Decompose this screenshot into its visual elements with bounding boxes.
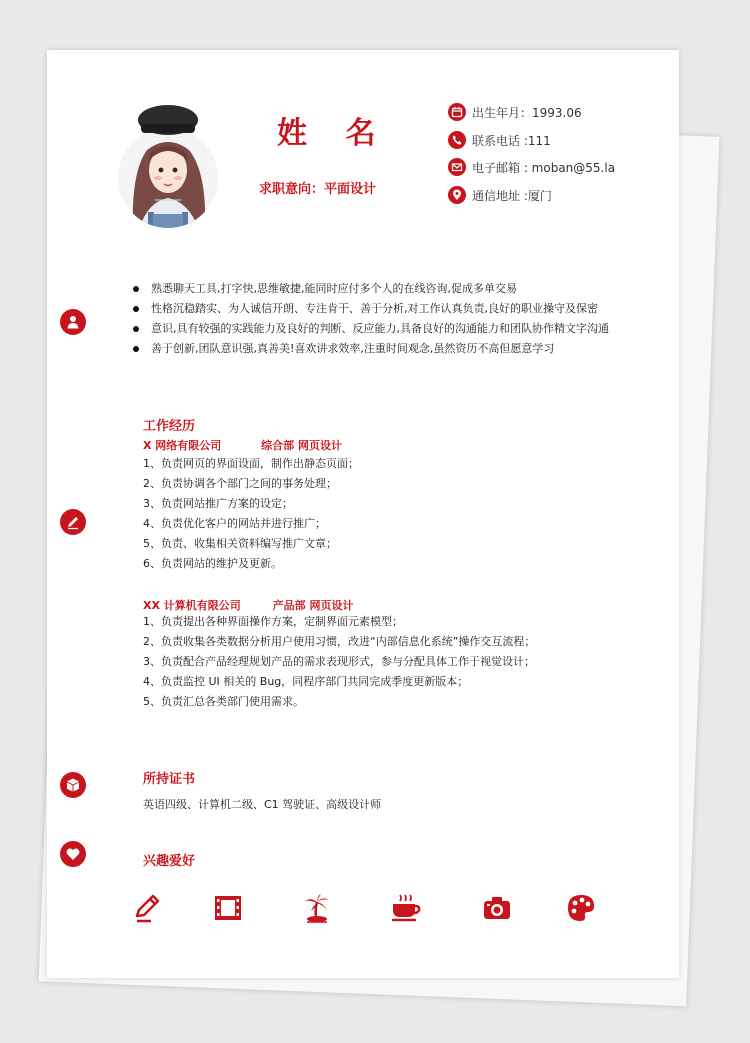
- certificate-section-title: 所持证书: [143, 772, 196, 787]
- job-intent: 求职意向：平面设计: [259, 182, 377, 197]
- list-item: 3、负责配合产品经理规划产品的需求表现形式，参与分配具体工作于视觉设计；: [143, 655, 535, 668]
- job-2-header: [143, 597, 353, 613]
- list-item: 1、负责提出各种界面操作方案，定制界面元素模型；: [143, 615, 403, 628]
- coffee-icon: [389, 892, 421, 924]
- job-2-duties: [143, 612, 535, 712]
- mail-icon: [448, 158, 466, 176]
- list-item: 性格沉稳踏实、为人诚信开朗、专注肯干、善于分析,对工作认真负责,良好的职业操守及保密: [131, 299, 609, 319]
- list-item: 5、负责、收集相关资料编写推广文章；: [143, 537, 337, 550]
- list-item: 5、负责汇总各类部门使用需求。: [143, 695, 304, 708]
- list-item: 3、负责网站推广方案的设定；: [143, 497, 293, 510]
- palette-icon: [565, 892, 597, 924]
- job-1-dept: 综合部 网页设计: [261, 439, 342, 452]
- phone-icon: [448, 131, 466, 149]
- list-item: 6、负责网站的维护及更新。: [143, 557, 282, 570]
- job-2-company: XX 计算机有限公司: [143, 599, 241, 612]
- contact-email: [448, 156, 615, 178]
- avatar: [117, 102, 219, 230]
- work-section-icon: [60, 509, 86, 535]
- resume-page: [47, 50, 679, 978]
- calendar-icon: [448, 103, 466, 121]
- candidate-name: 姓 名: [277, 116, 390, 151]
- job-2-dept: 产品部 网页设计: [272, 599, 354, 612]
- list-item: 2、负责收集各类数据分析用户使用习惯，改进“内部信息化系统”操作交互流程；: [143, 635, 536, 648]
- list-item: 2、负责协调各个部门之间的事务处理；: [143, 477, 337, 490]
- contact-birth-label: 出生年月：1993.06: [472, 105, 582, 120]
- contact-birth: [448, 101, 582, 123]
- contact-address-label: 通信地址 :厦门: [472, 188, 552, 203]
- pencil-icon: [131, 892, 163, 924]
- list-item: 4、负责监控 UI 相关的 Bug，同程序部门共同完成季度更新版本；: [143, 675, 469, 688]
- contact-phone: [448, 129, 551, 151]
- film-icon: [212, 892, 244, 924]
- contact-phone-label: 联系电话 :111: [472, 133, 551, 148]
- certificate-section-icon: [60, 772, 86, 798]
- camera-icon: [481, 892, 513, 924]
- contact-address: [448, 184, 552, 206]
- certificate-list: 英语四级、计算机二级、C1 驾驶证、高级设计师: [143, 798, 382, 811]
- job-1-company: X 网络有限公司: [143, 439, 222, 452]
- job-1-duties: [143, 454, 359, 574]
- list-item: 熟悉聊天工具,打字快,思维敏捷,能同时应付多个人的在线咨询,促成多单交易: [131, 279, 609, 299]
- list-item: 1、负责网页的界面设面，制作出静态页面；: [143, 457, 359, 470]
- location-icon: [448, 186, 466, 204]
- list-item: 4、负责优化客户的网站并进行推广；: [143, 517, 326, 530]
- list-item: 意识,具有较强的实践能力及良好的判断、反应能力,具备良好的沟通能力和团队协作精文字沟通: [131, 319, 609, 339]
- job-1-header: [143, 437, 342, 453]
- palm-tree-icon: [301, 892, 333, 924]
- contact-email-label[interactable]: 电子邮箱 : moban@55.la: [472, 160, 616, 175]
- profile-section-icon: [60, 309, 86, 335]
- work-section-title: 工作经历: [143, 419, 196, 434]
- list-item: 善于创新,团队意识强,真善美!喜欢讲求效率,注重时间观念,虽然资历不高但愿意学习: [131, 339, 609, 359]
- self-assessment-list: [131, 279, 609, 359]
- hobby-section-icon: [60, 841, 86, 867]
- hobby-section-title: 兴趣爱好: [143, 854, 196, 869]
